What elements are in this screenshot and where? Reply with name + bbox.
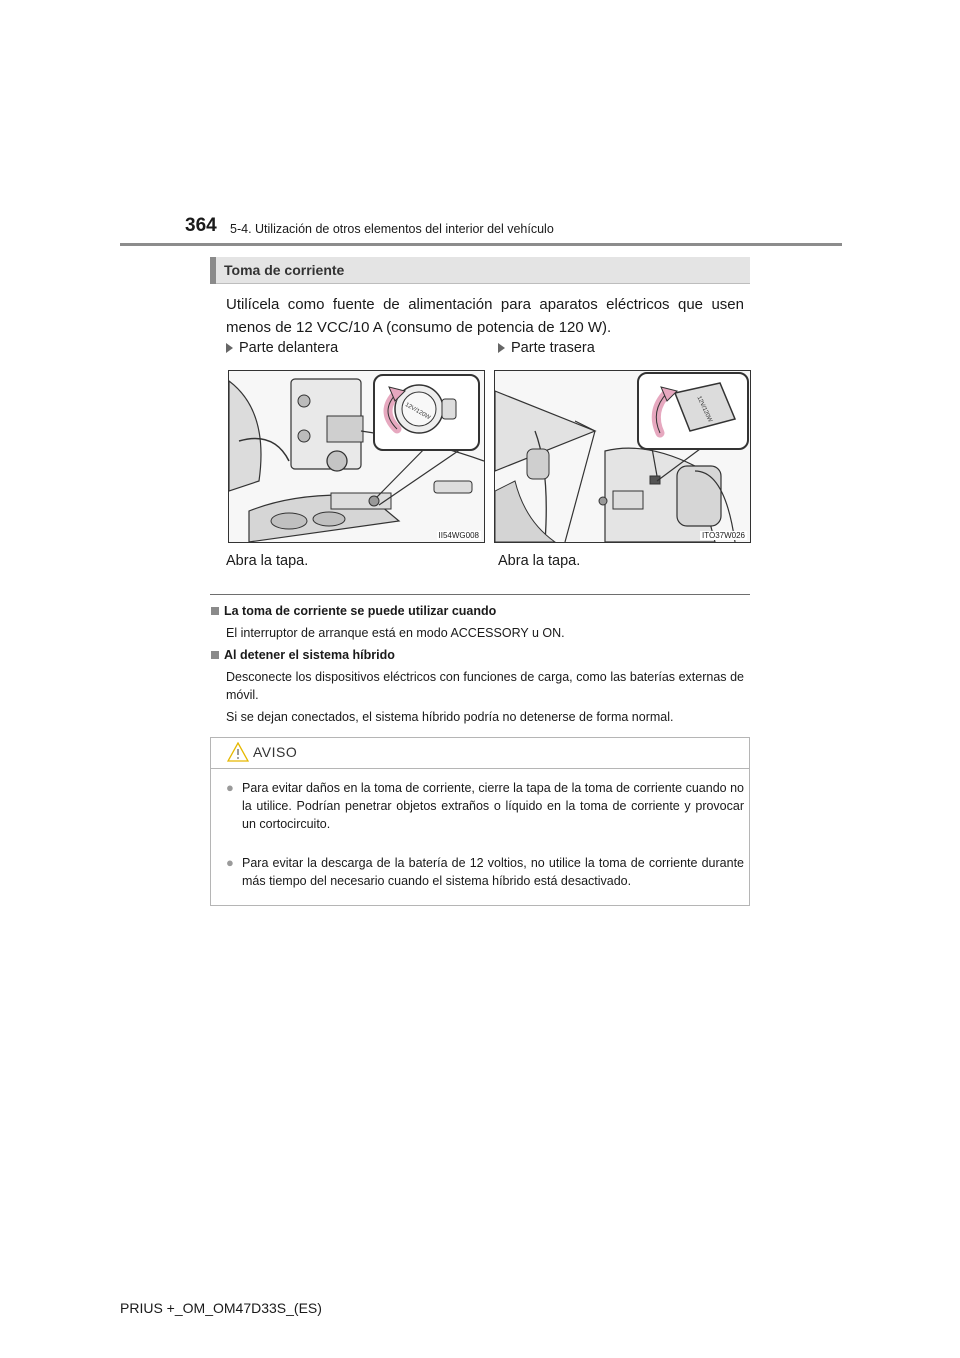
intro-paragraph: Utilícela como fuente de alimentación para aparatos eléctricos que usen menos de 12 VCC/10 A (consumo de potencia de 120 W). [226,296,744,336]
section-bar-accent [210,257,216,284]
note-paragraph: Desconecte los dispositivos eléctricos con funciones de carga, como las baterías externas de móvil. [226,670,744,702]
note-heading: La toma de corriente se puede utilizar cuando [211,604,496,618]
square-bullet-icon [211,607,219,615]
note-heading: Al detener el sistema híbrido [211,648,395,662]
rear-console-illustration [495,371,750,542]
figure-heading-front [226,340,338,356]
circle-bullet-icon: ● [226,780,234,795]
triangle-bullet-icon [498,343,505,353]
figure-heading-rear [498,340,595,356]
figure-caption-front: Abra la tapa. [226,553,309,569]
warning-item [226,854,744,890]
figure-code: II54WG008 [438,531,479,540]
front-dashboard-illustration [229,371,484,542]
chapter-title: 5-4. Utilización de otros elementos del interior del vehículo [230,222,554,236]
cap-label-front: 12V/120W [403,401,432,422]
figure-front-power-outlet [228,370,485,543]
figure-caption-rear: Abra la tapa. [498,553,581,569]
square-bullet-icon [211,651,219,659]
figure-code: ITO37W026 [702,531,745,540]
warning-text: Para evitar daños en la toma de corriente, cierre la tapa de la toma de corriente cuando no la utilice. Podrían penetrar objetos extraños o líquido en la toma de corriente y provocar un cortocircuito. [242,781,744,831]
circle-bullet-icon: ● [226,855,234,870]
warning-title: AVISO [253,744,298,760]
cap-label-rear: 12V/120W [695,395,713,424]
figure-rear-power-outlet [494,370,751,543]
note-paragraph: Si se dejan conectados, el sistema híbrido podría no detenerse de forma normal. [226,710,674,724]
section-divider [210,594,750,595]
section-title-bar [210,257,750,284]
figure-heading-text: Parte trasera [511,340,595,356]
section-title: Toma de corriente [224,262,345,278]
header-rule [120,243,842,246]
page-number: 364 [185,215,217,236]
document-id-footer: PRIUS +_OM_OM47D33S_(ES) [120,1300,322,1316]
note-paragraph: El interruptor de arranque está en modo ACCESSORY u ON. [226,626,565,640]
warning-header [211,738,749,769]
figure-heading-text: Parte delantera [239,340,339,356]
warning-item [226,779,744,833]
triangle-bullet-icon [226,343,233,353]
warning-triangle-icon [227,742,249,762]
warning-text: Para evitar la descarga de la batería de 12 voltios, no utilice la toma de corriente durante más tiempo del necesario cuando el sistema híbrido está desactivado. [242,856,744,888]
warning-box [210,737,750,906]
